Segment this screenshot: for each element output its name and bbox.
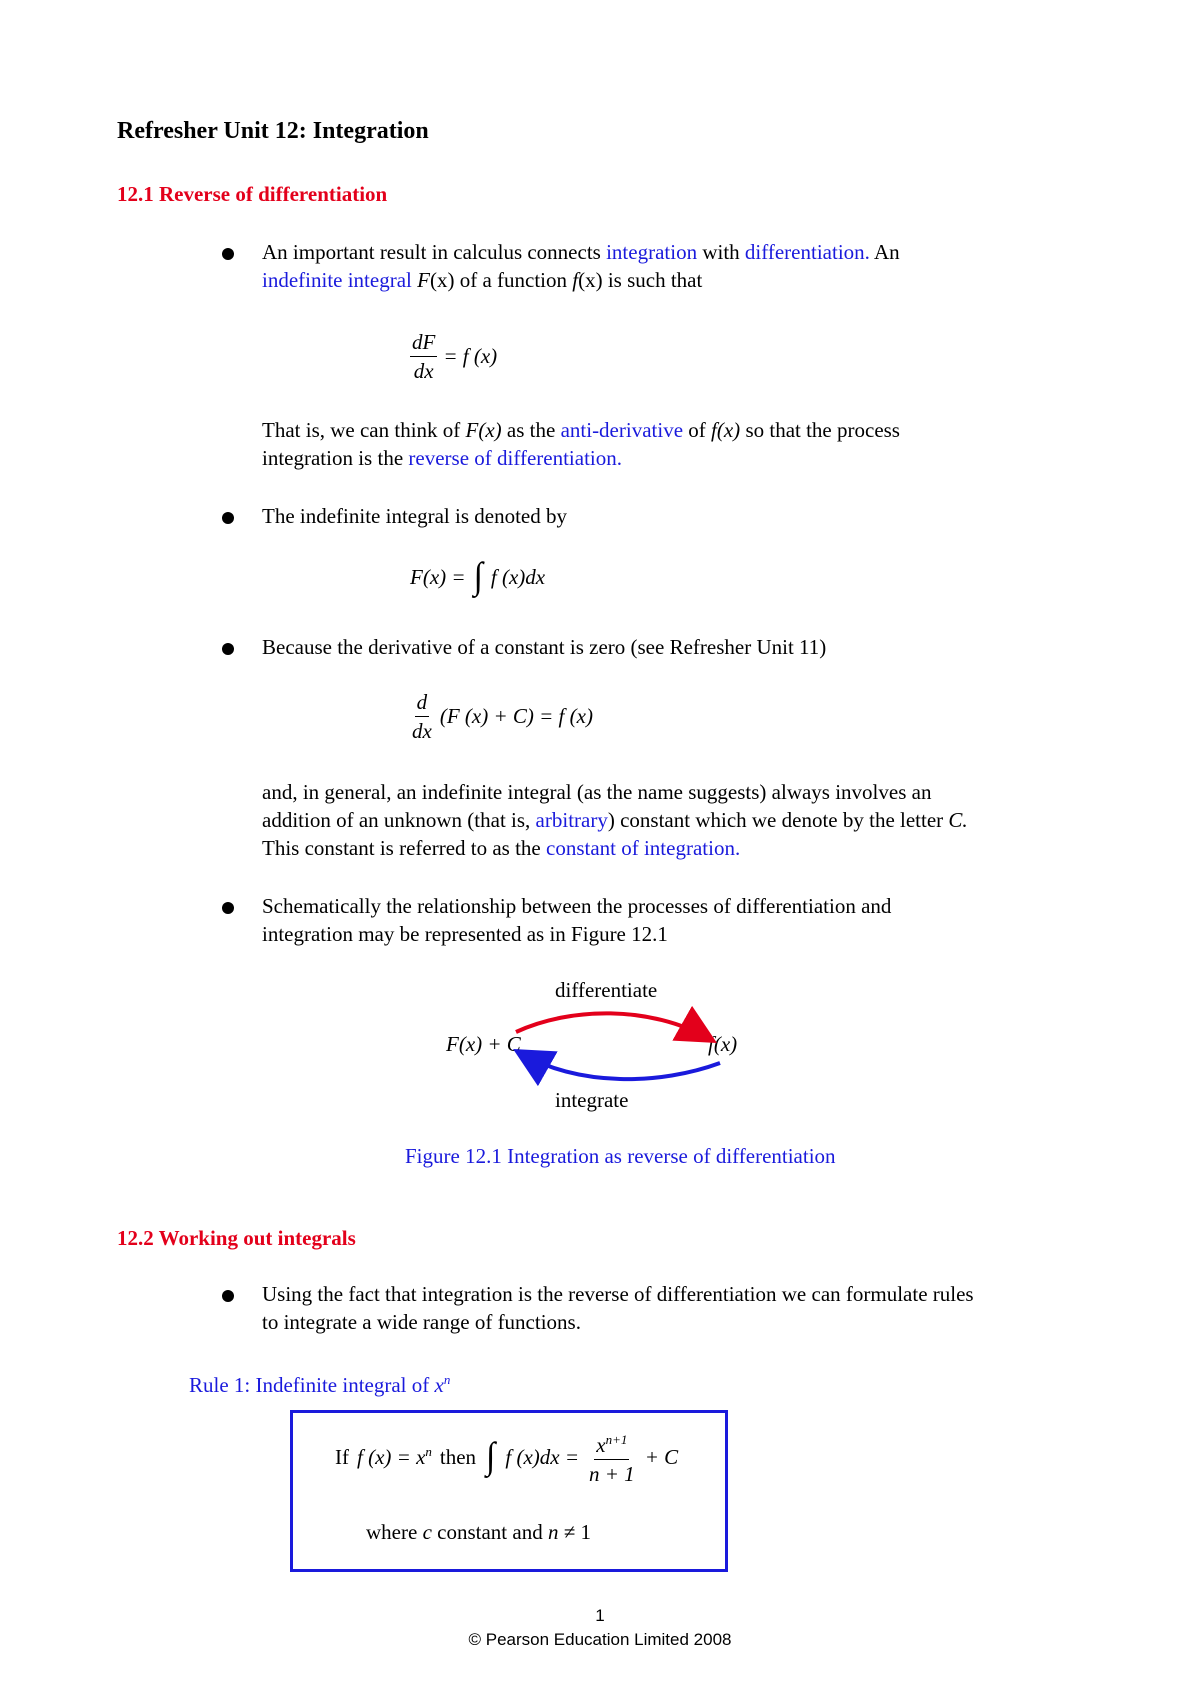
bullet xyxy=(222,902,234,914)
term-differentiation: differentiation. xyxy=(744,240,870,264)
paragraph-derivative-constant: Because the derivative of a constant is zero (see Refresher Unit 11) xyxy=(262,635,827,659)
paragraph-formulate-rules: Using the fact that integration is the reverse of differentiation we can formulate rules to integrate a wide range of functions. xyxy=(262,1282,974,1334)
term-anti-derivative: anti-derivative xyxy=(560,418,684,442)
figure-arrows xyxy=(500,995,740,1095)
equation-d-dx-F-plus-C: $\frac{d}{dx}$ (F (x) + C) = f (x) xyxy=(412,690,593,743)
equation-indefinite-integral: F(x) = ∫ f (x)dx xyxy=(410,556,546,597)
rule-1-condition: where c constant and n ≠ 1 xyxy=(366,1520,591,1544)
term-constant-of-integration: constant of integration. xyxy=(546,836,741,860)
figure-label-integrate: integrate xyxy=(555,1088,629,1112)
paragraph-integration-result: An important result in calculus connects integration with differentiation. An indefinite integral F(x) of a function f(x) is such that xyxy=(262,240,900,292)
term-indefinite-integral: indefinite integral xyxy=(262,268,412,292)
page-title: Refresher Unit 12: Integration xyxy=(117,118,429,144)
bullet xyxy=(222,1290,234,1302)
integrate-arrow xyxy=(520,1053,720,1079)
term-arbitrary: arbitrary xyxy=(535,808,608,832)
paragraph-anti-derivative: That is, we can think of F(x) as the anti-derivative of f(x) so that the process integration is the reverse of differentiation. xyxy=(262,418,900,470)
section-heading-12-1: 12.1 Reverse of differentiation xyxy=(117,182,388,206)
bullet xyxy=(222,512,234,524)
paragraph-arbitrary-constant: and, in general, an indefinite integral (as the name suggests) always involves an addition of an unknown (that is, arbitrary) constant which we denote by the letter C. This constant is referred to as the constant of integration. xyxy=(262,780,968,860)
page-number: 1 xyxy=(595,1606,605,1625)
rule-1-label: Rule 1: Indefinite integral of $x^n$ xyxy=(189,1372,451,1397)
paragraph-denoted-by: The indefinite integral is denoted by xyxy=(262,504,567,528)
paragraph-schematic: Schematically the relationship between the processes of differentiation and integration may be represented as in Figure 12.1 xyxy=(262,894,892,946)
term-reverse-of-differentiation: reverse of differentiation. xyxy=(408,446,622,470)
figure-label-differentiate: differentiate xyxy=(555,978,658,1002)
figure-label-f: f(x) xyxy=(708,1032,738,1056)
equation-dF-dx: $\frac{dF}{dx}$ = f (x) xyxy=(412,330,498,383)
copyright-notice: © Pearson Education Limited 2008 xyxy=(468,1630,732,1649)
section-heading-12-2: 12.2 Working out integrals xyxy=(117,1226,356,1250)
figure-caption: Figure 12.1 Integration as reverse of differentiation xyxy=(405,1144,836,1168)
bullet xyxy=(222,643,234,655)
differentiate-arrow xyxy=(516,1013,710,1039)
rule-1-formula: If f $(x) = x^n$ then ∫ f (x)dx = $\frac{x^{n+1}}{n + 1}$ + C xyxy=(335,1428,678,1486)
figure-label-F-plus-C: F(x) + C xyxy=(446,1032,521,1056)
term-integration: integration xyxy=(606,240,698,264)
bullet xyxy=(222,248,234,260)
